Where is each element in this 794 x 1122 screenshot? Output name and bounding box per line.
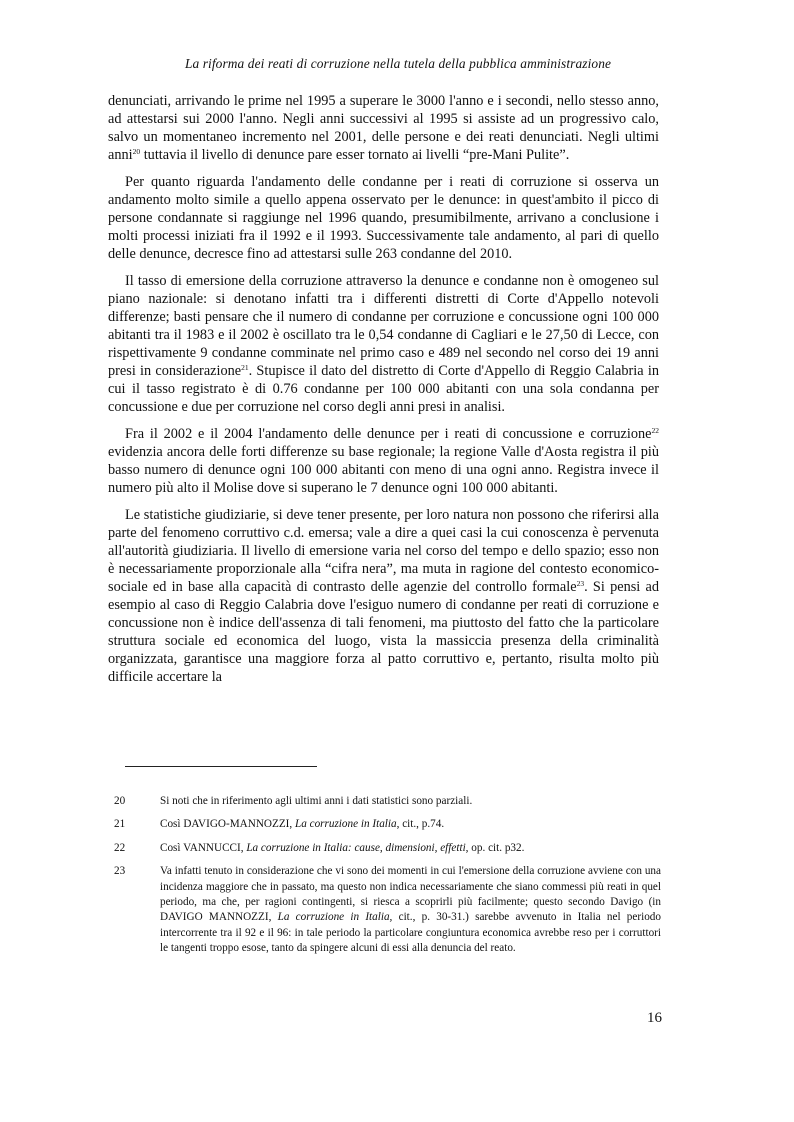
- paragraph-2: [108, 173, 659, 263]
- footnote-text-a: Si noti che in riferimento agli ultimi anni i dati statistici sono parziali.: [160, 795, 473, 807]
- paragraph-3-text: Il tasso di emersione della corruzione attraverso la denunce e condanne non è omogeneo sul piano nazionale: si denotano infatti tra i differenti distretti di Corte d'Appello notevoli differenze; basti pensare che il numero di condanne per corruzione e concussione ogni 100 000 abitanti tra il 1983 e il 2002 è oscillato tra le 0,54 condanne di Cagliari e le 27,50 di Lecce, con rispettivamente 9 condanne comminate nel primo caso e 489 nel secondo nel corso dei 19 anni presi in considerazione: [108, 273, 659, 379]
- paragraph-5: [108, 506, 659, 686]
- footnote-21: [114, 817, 661, 832]
- footnotes: [114, 794, 661, 965]
- footnote-23: [114, 864, 661, 956]
- paragraph-1: [108, 92, 659, 164]
- body-text: [108, 92, 659, 695]
- paragraph-4-text: Fra il 2002 e il 2004 l'andamento delle denunce per i reati di concussione e corruzione: [125, 426, 652, 442]
- footnote-ref-23: 23: [576, 579, 585, 588]
- footnote-22: [114, 841, 661, 856]
- footnote-number: 20: [114, 795, 126, 807]
- paragraph-1-text: denunciati, arrivando le prime nel 1995 a superare le 3000 l'anno e i secondi, nello stesso anno, ad attestarsi sui 2000 l'anno. Negli anni successivi al 1995 si assiste ad un progressivo calo, salvo un momentaneo incremento nel 2001, delle persone e dei reati denunciati. Negli ultimi anni: [108, 93, 659, 163]
- footnote-text: [160, 841, 661, 856]
- footnote-text-b: op. cit. p32.: [468, 841, 525, 854]
- footnote-number: 21: [114, 818, 126, 831]
- footnote-ref-22: 22: [651, 426, 659, 435]
- paragraph-2-text: Per quanto riguarda l'andamento delle condanne per i reati di corruzione si osserva un andamento molto simile a quello appena osservato per le denunce: in quest'ambito il picco di persone condannate si raggiunge nel 1996 quando, presumibilmente, arrivano a conclusione i molti processi iniziati fra il 1992 e il 1993. Successivamente tale andamento, al pari di quello delle denunce, decresce fino ad attestarsi sulle 263 condanne del 2010.: [108, 174, 659, 262]
- paragraph-4-end: evidenzia ancora delle forti differenze su base regionale; la regione Valle d'Aosta registra il più basso numero di denunce ogni 100 000 abitanti con meno di una ogni anno. Registra invece il numero più alto il Molise dove si superano le 7 denunce ogni 100 000 abitanti.: [108, 444, 659, 496]
- footnote-italic: La corruzione in Italia: cause, dimensioni, effetti,: [246, 841, 469, 854]
- footnote-separator: [125, 766, 317, 767]
- paragraph-4: [108, 425, 659, 497]
- paragraph-1-end: tuttavia il livello di denunce pare esser tornato ai livelli “pre-Mani Pulite”.: [140, 147, 570, 163]
- footnote-text-b: , cit., p.74.: [396, 818, 445, 831]
- footnote-number: 23: [114, 865, 126, 878]
- footnote-text-a: Così DAVIGO-MANNOZZI,: [160, 818, 295, 831]
- footnote-text-b: cit., p. 30-31.) sarebbe avvenuto in Italia nel periodo intercorrente tra il 92 e il 96: in tale periodo la particolare congiuntura economica avrebbe reso per i corruttori le tangenti troppo esose, tanto da spingere alcuni di essi alla denuncia del reato.: [160, 911, 661, 955]
- footnote-number: 22: [114, 841, 126, 854]
- running-header: La riforma dei reati di corruzione nella tutela della pubblica amministrazione: [184, 56, 612, 71]
- footnote-text: [160, 817, 661, 832]
- paragraph-3-end: . Stupisce il dato del distretto di Corte d'Appello di Reggio Calabria in cui il tasso registrato è di 0.76 condanne per 100 000 abitanti con una sola condanna per concussione e due per corruzione nel corso degli anni presi in analisi.: [108, 363, 659, 415]
- footnote-ref-20: 20: [132, 147, 141, 156]
- footnote-text: [160, 794, 661, 809]
- footnote-italic: La corruzione in Italia: [294, 818, 397, 831]
- footnote-italic: La corruzione in Italia,: [277, 911, 393, 924]
- footnote-text: [160, 864, 661, 956]
- footnote-text-a: Va infatti tenuto in considerazione che vi sono dei momenti in cui l'emersione della corruzione avviene con una incidenza maggiore che in passato, ma questo non indica necessariamente che siano commessi più reati in quel periodo, ma che, per ragioni contingenti, si riesca a scoprirli più facilmente; questo secondo Davigo (in DAVIGO MANNOZZI,: [160, 865, 661, 924]
- footnote-20: [114, 794, 661, 809]
- footnote-ref-21: 21: [241, 363, 249, 372]
- paragraph-5-text: Le statistiche giudiziarie, si deve tener presente, per loro natura non possono che riferirsi alla parte del fenomeno corruttivo c.d. emersa; vale a dire a quei casi la cui conoscenza è pervenuta all'autorità giudiziaria. Il livello di emersione varia nel corso del tempo e dello spazio; esso non è necessariamente proporzionale alla “cifra nera”, ma muta in ragione del contesto economico-sociale ed in base alla capacità di contrasto delle agenzie del controllo formale: [108, 507, 659, 595]
- page-number: 16: [647, 1010, 662, 1026]
- paragraph-3: [108, 272, 659, 416]
- paragraph-5-end: . Si pensi ad esempio al caso di Reggio Calabria dove l'esiguo numero di condanne per reati di corruzione e concussione non è indice dell'assenza di tali fenomeni, ma piuttosto del fatto che la particolare struttura sociale ed economica del luogo, vista la massiccia presenza della criminalità organizzata, garantisce una maggiore forza al patto corruttivo e, pertanto, risulta molto più difficile accertare la: [108, 579, 659, 685]
- footnote-text-a: Così VANNUCCI,: [160, 841, 247, 854]
